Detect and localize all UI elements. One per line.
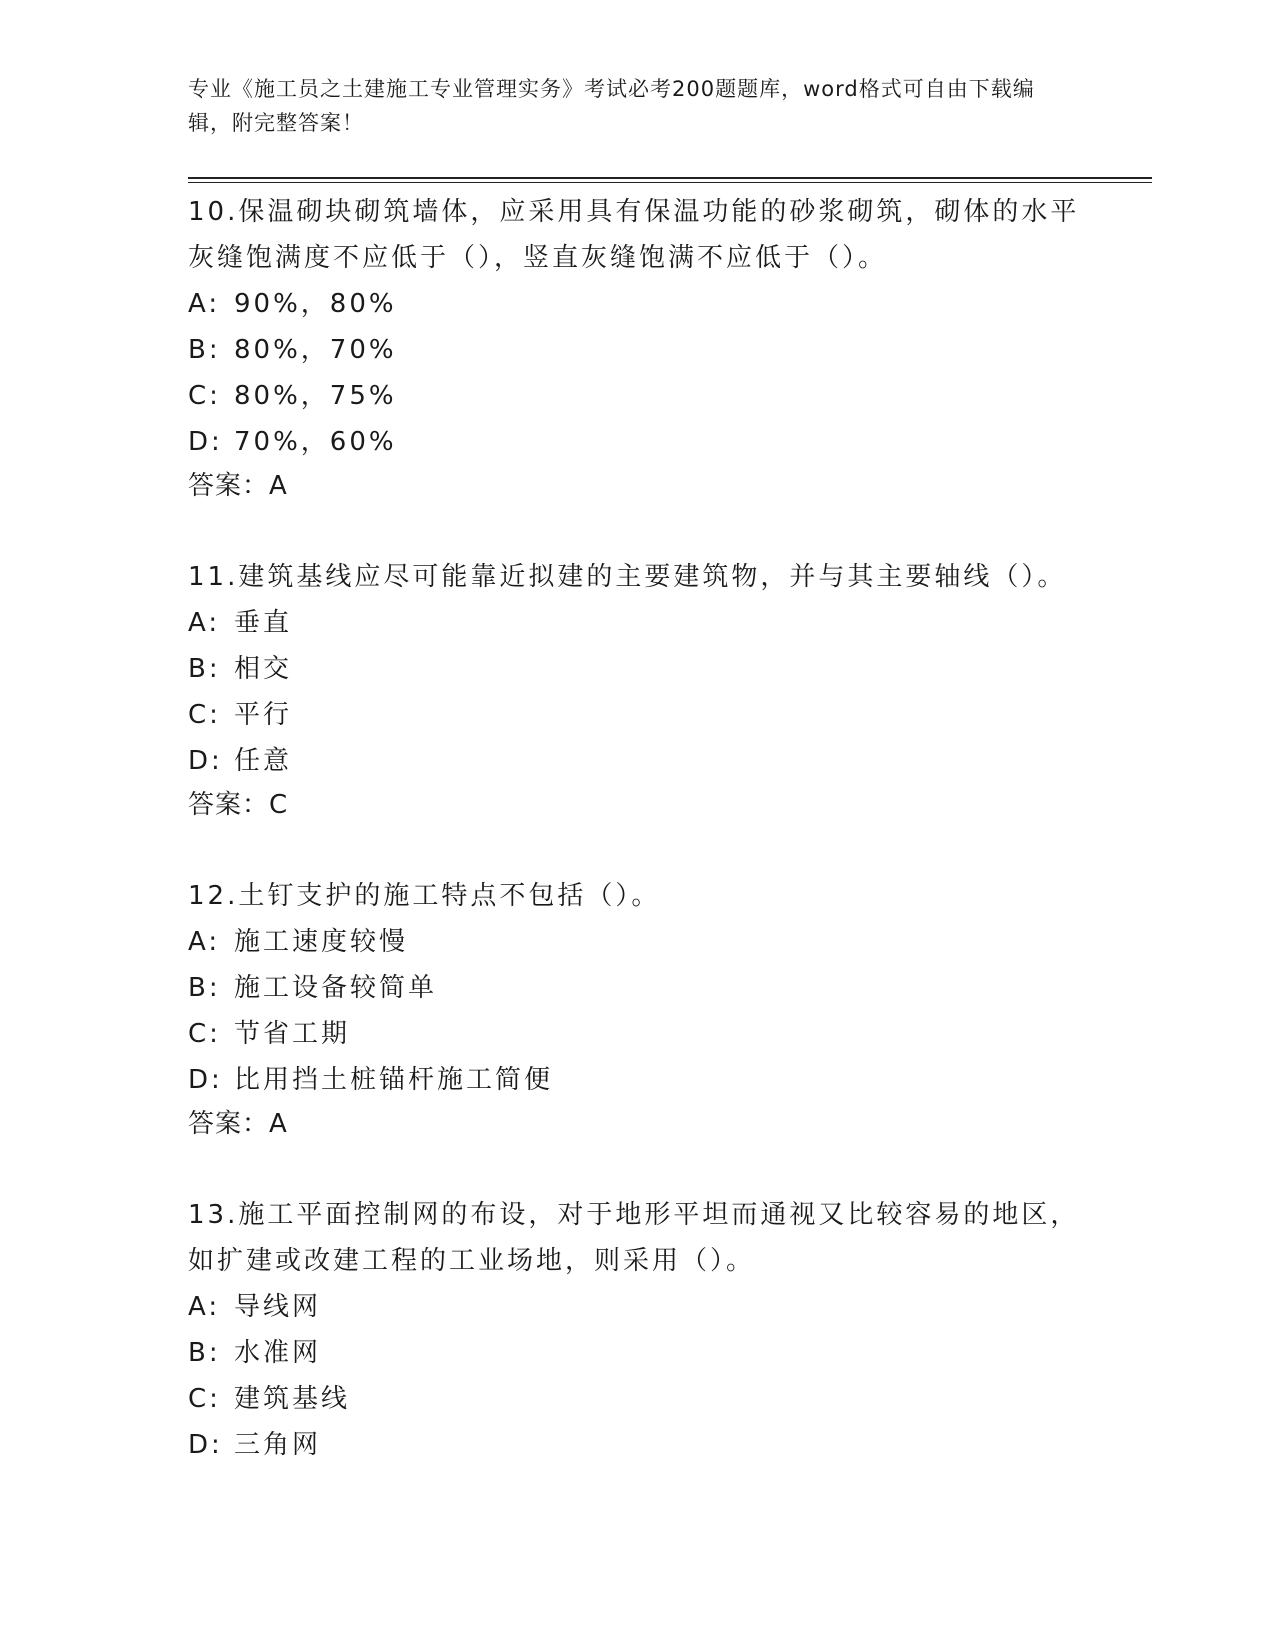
option-d xyxy=(188,419,1088,465)
option-key: C: xyxy=(188,381,221,411)
option-key: A: xyxy=(188,1292,221,1322)
question-10 xyxy=(188,189,1088,507)
option-b xyxy=(188,646,1088,692)
question-12 xyxy=(188,873,1088,1145)
option-key: D: xyxy=(188,427,223,457)
answer-line: 答案：C xyxy=(188,790,289,820)
question-stem: 11.建筑基线应尽可能靠近拟建的主要建筑物，并与其主要轴线（）。 xyxy=(188,562,1067,592)
option-d xyxy=(188,738,1088,784)
option-key: A: xyxy=(188,608,221,638)
option-text: 任意 xyxy=(234,746,293,776)
option-text: 垂直 xyxy=(234,608,293,638)
option-text: 三角网 xyxy=(234,1430,322,1460)
option-key: B: xyxy=(188,335,221,365)
option-key: D: xyxy=(188,746,223,776)
option-c xyxy=(188,692,1088,738)
option-text: 节省工期 xyxy=(234,1019,351,1049)
option-c xyxy=(188,373,1088,419)
option-key: B: xyxy=(188,654,221,684)
header-divider-thick xyxy=(188,177,1152,179)
option-key: D: xyxy=(188,1430,223,1460)
question-11 xyxy=(188,554,1088,826)
option-d xyxy=(188,1057,1088,1103)
answer-line: 答案：A xyxy=(188,1109,288,1139)
option-text: 建筑基线 xyxy=(234,1384,351,1414)
option-text: 施工速度较慢 xyxy=(234,927,409,957)
option-key: A: xyxy=(188,927,221,957)
option-key: C: xyxy=(188,700,221,730)
question-13 xyxy=(188,1192,1088,1468)
option-b xyxy=(188,1330,1088,1376)
option-key: A: xyxy=(188,289,221,319)
option-text: 80%，75% xyxy=(234,381,397,411)
option-key: C: xyxy=(188,1384,221,1414)
option-a xyxy=(188,919,1088,965)
option-key: B: xyxy=(188,1338,221,1368)
document-header: 专业《施工员之土建施工专业管理实务》考试必考200题题库，word格式可自由下载编辑，附完整答案！ xyxy=(188,77,1035,135)
question-stem: 12.土钉支护的施工特点不包括（）。 xyxy=(188,881,661,911)
option-key: B: xyxy=(188,973,221,1003)
question-stem: 13.施工平面控制网的布设，对于地形平坦而通视又比较容易的地区，如扩建或改建工程的工业场地，则采用（）。 xyxy=(188,1200,1080,1276)
option-text: 90%，80% xyxy=(234,289,397,319)
option-text: 相交 xyxy=(234,654,293,684)
option-c xyxy=(188,1376,1088,1422)
answer-line: 答案：A xyxy=(188,471,288,501)
option-b xyxy=(188,965,1088,1011)
option-text: 70%，60% xyxy=(234,427,397,457)
option-text: 导线网 xyxy=(234,1292,322,1322)
option-text: 80%，70% xyxy=(234,335,397,365)
question-list xyxy=(188,189,1088,1515)
option-a xyxy=(188,281,1088,327)
header-divider-thin xyxy=(188,182,1152,183)
option-text: 平行 xyxy=(234,700,293,730)
option-text: 比用挡土桩锚杆施工简便 xyxy=(234,1065,554,1095)
question-stem: 10.保温砌块砌筑墙体，应采用具有保温功能的砂浆砌筑，砌体的水平灰缝饱满度不应低于（），竖直灰缝饱满不应低于（）。 xyxy=(188,197,1080,273)
option-b xyxy=(188,327,1088,373)
option-key: C: xyxy=(188,1019,221,1049)
option-key: D: xyxy=(188,1065,223,1095)
option-c xyxy=(188,1011,1088,1057)
option-d xyxy=(188,1422,1088,1468)
option-a xyxy=(188,1284,1088,1330)
option-a xyxy=(188,600,1088,646)
option-text: 施工设备较简单 xyxy=(234,973,438,1003)
option-text: 水准网 xyxy=(234,1338,322,1368)
